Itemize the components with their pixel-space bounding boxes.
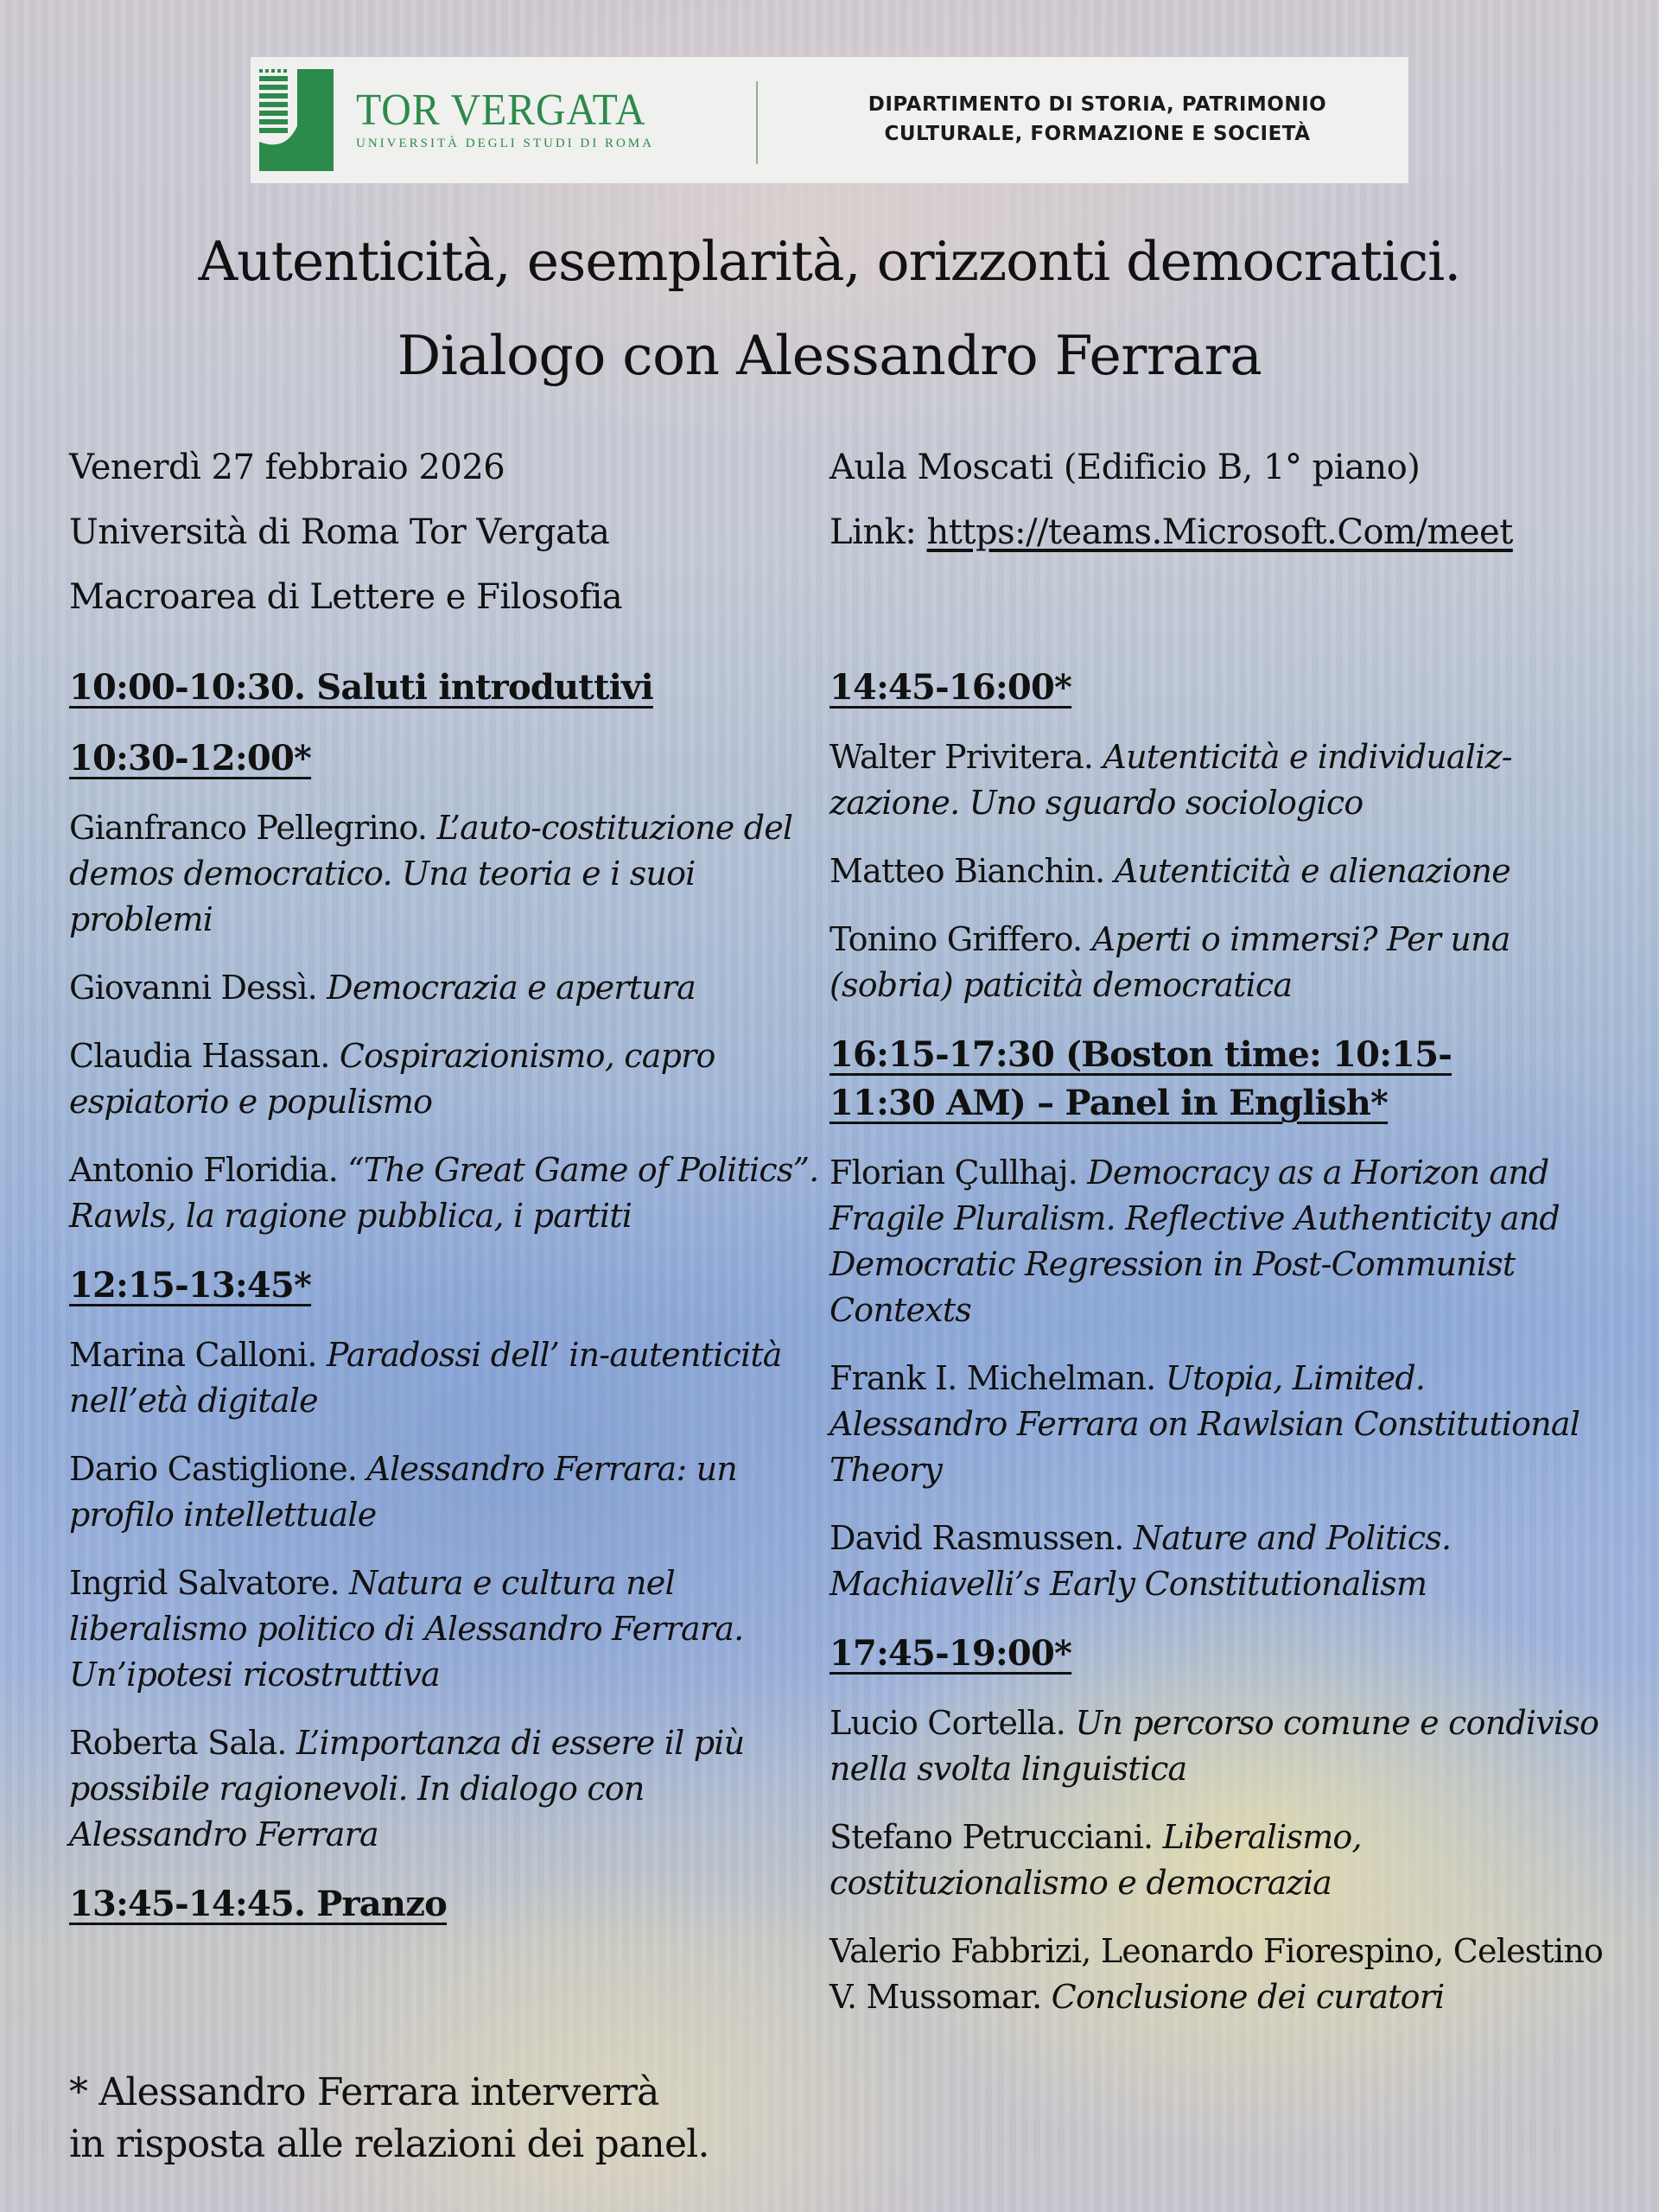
talk-item — [69, 1332, 830, 1424]
talk-title: Autenticità e alienazione — [1114, 852, 1510, 890]
teams-link[interactable]: https://teams.Microsoft.Com/meet — [926, 512, 1513, 552]
header-banner — [251, 57, 1408, 183]
session-heading: 10:30-12:00* — [69, 738, 312, 779]
talk-item — [830, 1815, 1607, 1906]
talk-title: Autenticità e individualiz-zazione. Uno sguardo sociologico — [830, 738, 1512, 822]
session-heading: 13:45-14:45. Pranzo — [69, 1884, 447, 1924]
talk-item — [830, 1700, 1607, 1792]
talk-title: Conclusione dei curatori — [1051, 1978, 1445, 2016]
talk-title: Nature and Politics. Machiavelli’s Early Constitutionalism — [830, 1519, 1452, 1603]
department-name — [804, 90, 1391, 149]
session-heading-line-1: 16:15-17:30 (Boston time: 10:15- — [830, 1034, 1452, 1075]
speaker: Tonino Griffero. — [830, 920, 1092, 958]
talk-title: Aperti o immersi? Per una (sobria) paticità democratica — [830, 920, 1510, 1004]
speaker: Marina Calloni. — [69, 1336, 327, 1374]
talk-title: Utopia, Limited. Alessandro Ferrara on Rawlsian Constitutional Theory — [830, 1359, 1580, 1489]
speaker: Giovanni Dessì. — [69, 969, 327, 1007]
session-heading: 14:45-16:00* — [830, 667, 1072, 708]
session-heading: 12:15-13:45* — [69, 1265, 312, 1306]
event-info-right — [830, 435, 1513, 565]
talk-title: Democrazia e apertura — [327, 969, 696, 1007]
talk-item — [69, 1147, 830, 1239]
talk-item — [830, 1150, 1607, 1333]
talk-item — [830, 1929, 1607, 2020]
talk-item — [69, 965, 830, 1011]
talk-item — [69, 805, 830, 943]
speaker: Ingrid Salvatore. — [69, 1564, 350, 1602]
session-heading — [830, 1031, 1607, 1128]
speaker: Dario Castiglione. — [69, 1450, 367, 1488]
session-heading: 17:45-19:00* — [830, 1633, 1072, 1674]
university-subtitle: UNIVERSITÀ DEGLI STUDI DI ROMA — [356, 137, 654, 150]
talk-item — [830, 734, 1607, 826]
speaker: Frank I. Michelman. — [830, 1359, 1166, 1397]
speaker: Stefano Petrucciani. — [830, 1818, 1163, 1856]
banner-divider — [756, 81, 758, 164]
event-subtitle: Dialogo con Alessandro Ferrara — [397, 324, 1262, 387]
talk-item — [69, 1446, 830, 1538]
speaker: Gianfranco Pellegrino. — [69, 809, 437, 847]
event-title: Autenticità, esemplarità, orizzonti democratici. — [198, 230, 1461, 293]
speaker: Florian Çullhaj. — [830, 1154, 1088, 1192]
talk-title: Democracy as a Horizon and Fragile Pluralism. Reflective Authenticity and Democratic Regression in Post-Communist Contexts — [830, 1154, 1560, 1329]
talk-item — [830, 1516, 1607, 1607]
talk-title: Alessandro Ferrara: un profilo intellettuale — [69, 1450, 737, 1534]
speaker: Valerio Fabbrizi, Leonardo Fiorespino, Celestino V. Mussomar. — [830, 1932, 1604, 2016]
department-line-1: DIPARTIMENTO DI STORIA, PATRIMONIO — [868, 93, 1327, 116]
talk-title: “The Great Game of Politics”. Rawls, la ragione pubblica, i partiti — [69, 1151, 819, 1235]
speaker: David Rasmussen. — [830, 1519, 1134, 1557]
session-heading: 10:00-10:30. Saluti introduttivi — [69, 667, 653, 708]
event-university: Università di Roma Tor Vergata — [69, 512, 610, 552]
talk-title: Cospirazionismo, capro espiatorio e populismo — [69, 1037, 715, 1121]
talk-item — [69, 1033, 830, 1125]
event-date: Venerdì 27 febbraio 2026 — [69, 448, 505, 487]
speaker: Matteo Bianchin. — [830, 852, 1115, 890]
footnote-line-1: * Alessandro Ferrara interverrà — [69, 2070, 659, 2114]
event-room: Aula Moscati (Edificio B, 1° piano) — [830, 448, 1421, 487]
program-right-column — [830, 664, 1607, 2043]
program-left-column — [69, 664, 830, 1951]
talk-title: L’importanza di essere il più possibile ragionevoli. In dialogo con Alessandro Ferrara — [69, 1724, 745, 1853]
speaker: Walter Privitera. — [830, 738, 1103, 776]
event-macroarea: Macroarea di Lettere e Filosofia — [69, 577, 623, 617]
event-link-line — [830, 500, 1513, 565]
department-line-2: CULTURALE, FORMAZIONE E SOCIETÀ — [884, 123, 1311, 145]
talk-item — [830, 917, 1607, 1008]
talk-item — [69, 1720, 830, 1858]
event-info-left — [69, 435, 622, 630]
talk-title: Un percorso comune e condiviso nella svolta linguistica — [830, 1704, 1599, 1788]
session-heading-line-2: 11:30 AM) – Panel in English* — [830, 1083, 1389, 1123]
talk-title: Natura e cultura nel liberalismo politico di Alessandro Ferrara. Un’ipotesi ricostruttiva — [69, 1564, 744, 1694]
university-name: TOR VERGATA — [356, 86, 646, 135]
university-wordmark — [356, 86, 671, 151]
talk-title: Paradossi dell’ in-autenticità nell’età digitale — [69, 1336, 782, 1420]
link-label: Link: — [830, 512, 927, 552]
university-logo-icon — [259, 69, 334, 171]
talk-item — [69, 1560, 830, 1698]
speaker: Lucio Cortella. — [830, 1704, 1076, 1742]
talk-title: Liberalismo, costituzionalismo e democrazia — [830, 1818, 1362, 1902]
speaker: Antonio Floridia. — [69, 1151, 348, 1189]
speaker: Roberta Sala. — [69, 1724, 296, 1762]
footnote-line-2: in risposta alle relazioni dei panel. — [69, 2122, 709, 2166]
talk-item — [830, 849, 1607, 894]
footnote — [69, 2067, 709, 2171]
speaker: Claudia Hassan. — [69, 1037, 340, 1075]
talk-item — [830, 1356, 1607, 1493]
talk-title: L’auto-costituzione del demos democratico. Una teoria e i suoi problemi — [69, 809, 793, 938]
